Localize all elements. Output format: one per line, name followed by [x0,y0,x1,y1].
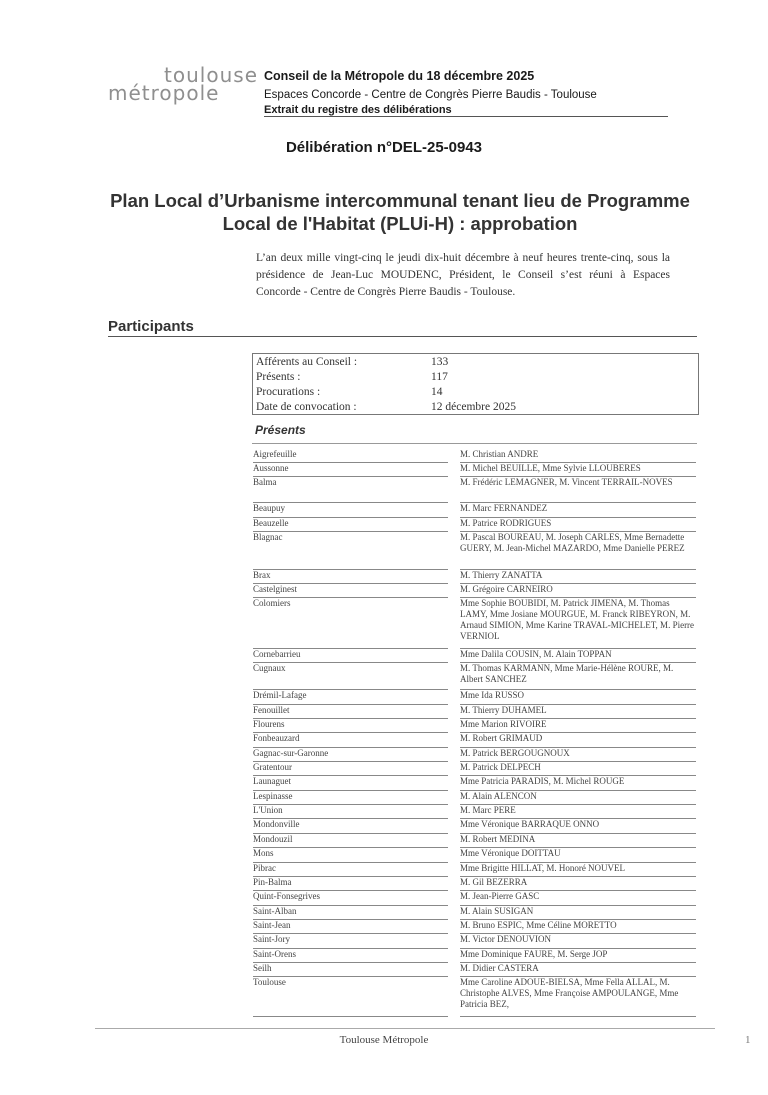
commune-name: Flourens [253,719,285,729]
commune-name: Brax [253,570,271,580]
commune-name: Aigrefeuille [253,449,297,459]
commune-name: Saint-Jory [253,934,290,944]
commune-name: Beauzelle [253,518,289,528]
commune-name: Aussonne [253,463,289,473]
commune-name: Pibrac [253,863,276,873]
council-session: Conseil de la Métropole du 18 décembre 2025 [264,69,535,83]
commune-name: Mondouzil [253,834,293,844]
table-row [253,863,696,877]
member-names: M. Bruno ESPIC, Mme Céline MORETTO [460,920,617,930]
member-names: Mme Caroline ADOUE-BIELSA, Mme Fella ALLAL, M. Christophe ALVES, Mme Françoise AMPOULANGE, Mme Patricia BEZ, [460,977,679,1009]
commune-name: Toulouse [253,977,286,987]
commune-name: Lespinasse [253,791,293,801]
member-names: M. Pascal BOUREAU, M. Joseph CARLES, Mme Bernadette GUERY, M. Jean-Michel MAZARDO, Mme Danielle PEREZ [460,532,685,553]
table-row [253,848,696,863]
commune-name: Cugnaux [253,663,286,673]
commune-name: Cornebarrieu [253,649,301,659]
attendance-value: 12 décembre 2025 [431,401,516,413]
member-names: M. Victor DENOUVION [460,934,552,944]
table-row [253,949,696,963]
attendance-label: Afférents au Conseil : [256,356,358,368]
attendance-label: Présents : [256,371,301,383]
table-row [253,934,696,949]
commune-name: Drémil-Lafage [253,690,307,700]
commune-name: Seilh [253,963,272,973]
member-names: M. Didier CASTERA [460,963,539,973]
commune-name: Beaupuy [253,503,285,513]
commune-name: Launaguet [253,776,291,786]
member-names: M. Thomas KARMANN, Mme Marie-Hélène ROURE, M. Albert SANCHEZ [460,663,674,684]
header-divider [264,116,668,117]
commune-name: L'Union [253,805,283,815]
presents-heading: Présents [255,423,306,437]
venue: Espaces Concorde - Centre de Congrès Pierre Baudis - Toulouse [264,89,597,101]
attendance-summary-box [252,353,699,415]
table-row [253,584,696,598]
presents-divider [252,443,697,444]
member-names: M. Frédéric LEMAGNER, M. Vincent TERRAIL-NOVES [460,477,673,487]
register-extract: Extrait du registre des délibérations [264,104,452,116]
commune-name: Fenouillet [253,705,290,715]
member-names: Mme Véronique DOITTAU [460,848,561,858]
table-row [253,532,696,570]
table-row [253,733,696,748]
table-row [253,891,696,906]
table-row [253,503,696,518]
member-names: Mme Dominique FAURE, M. Serge JOP [460,949,608,959]
commune-name: Saint-Alban [253,906,297,916]
commune-name: Gratentour [253,762,292,772]
row-divider [460,1016,696,1017]
table-row [253,518,696,532]
document-header [264,68,597,117]
member-names: M. Marc FERNANDEZ [460,503,548,513]
table-row [253,649,696,663]
member-names: M. Patrick DELPECH [460,762,541,772]
footer-divider [95,1028,715,1029]
table-row [253,598,696,649]
member-names: M. Alain ALENCON [460,791,537,801]
table-row [253,877,696,891]
member-names: Mme Marion RIVOIRE [460,719,547,729]
attendance-label: Date de convocation : [256,401,357,413]
table-row [253,719,696,733]
table-row [253,977,696,1017]
member-names: M. Robert MEDINA [460,834,536,844]
table-row [253,690,696,705]
toulouse-metropole-logo [103,65,258,107]
member-names: M. Patrick BERGOUGNOUX [460,748,570,758]
attendance-row [253,355,698,370]
commune-name: Fonbeauzard [253,733,300,743]
member-names: Mme Dalila COUSIN, M. Alain TOPPAN [460,649,612,659]
attendance-row [253,385,698,400]
commune-name: Castelginest [253,584,297,594]
member-names: Mme Ida RUSSO [460,690,525,700]
commune-name: Colomiers [253,598,291,608]
commune-name: Blagnac [253,532,283,542]
attendance-label: Procurations : [256,386,321,398]
table-row [253,776,696,791]
member-names: M. Christian ANDRE [460,449,539,459]
member-names: M. Thierry DUHAMEL [460,705,547,715]
table-row [253,791,696,805]
member-names: M. Gil BEZERRA [460,877,528,887]
attendance-value: 133 [431,356,449,368]
table-row [253,449,696,463]
deliberation-number: Délibération n°DEL-25-0943 [285,139,483,156]
commune-name: Mons [253,848,274,858]
commune-name: Saint-Orens [253,949,296,959]
member-names: M. Thierry ZANATTA [460,570,543,580]
table-row [253,748,696,762]
commune-name: Mondonville [253,819,300,829]
table-row [253,762,696,776]
member-names: M. Marc PERE [460,805,516,815]
attendance-value: 117 [431,371,448,383]
commune-name: Pin-Balma [253,877,292,887]
commune-name: Quint-Fonsegrives [253,891,320,901]
table-row [253,834,696,848]
member-names: M. Grégoire CARNEIRO [460,584,553,594]
commune-name: Gagnac-sur-Garonne [253,748,329,758]
member-names: M. Patrice RODRIGUES [460,518,552,528]
logo-line-1: toulouse [164,63,258,87]
attendance-row [253,400,698,415]
commune-name: Saint-Jean [253,920,291,930]
table-row [253,570,696,584]
table-row [253,805,696,819]
member-names: M. Michel BEUILLE, Mme Sylvie LLOUBERES [460,463,641,473]
member-names: M. Robert GRIMAUD [460,733,543,743]
intro-paragraph: L’an deux mille vingt-cinq le jeudi dix-huit décembre à neuf heures trente-cinq, sous la présidence de Jean-Luc MOUDENC, Président, le Conseil s’est réuni à Espaces Concorde - Centre de Congrès Pierre Baudis - Toulouse. [256,252,670,298]
table-row [253,463,696,477]
row-divider [253,1016,448,1017]
member-names: M. Alain SUSIGAN [460,906,534,916]
member-names: Mme Sophie BOUBIDI, M. Patrick JIMENA, M. Thomas LAMY, Mme Josiane MOURGUE, M. Franck RIBEYRON, M. Arnaud SIMION, Mme Karine TRAVAL-MICHELET, M. Pierre VERNIOL [460,598,695,641]
footer-label: Toulouse Métropole [339,1034,429,1046]
table-row [253,920,696,934]
attendance-row [253,370,698,385]
commune-name: Balma [253,477,277,487]
member-names: M. Jean-Pierre GASC [460,891,540,901]
title-line-1: Plan Local d’Urbanisme intercommunal tenant lieu de Programme [110,190,690,211]
member-names: Mme Patricia PARADIS, M. Michel ROUGE [460,776,625,786]
page-number: 1 [745,1034,751,1046]
table-row [253,963,696,977]
attendance-value: 14 [431,386,443,398]
table-row [253,819,696,834]
table-row [253,663,696,690]
logo-line-2: métropole [108,81,220,105]
table-row [253,906,696,920]
title-line-2: Local de l'Habitat (PLUi-H) : approbation [222,213,578,234]
section-divider [108,336,697,337]
deliberation-title [80,189,720,235]
table-row [253,477,696,503]
member-names: Mme Brigitte HILLAT, M. Honoré NOUVEL [460,863,626,873]
table-row [253,705,696,719]
member-names: Mme Véronique BARRAQUE ONNO [460,819,600,829]
section-title: Participants [108,318,194,335]
